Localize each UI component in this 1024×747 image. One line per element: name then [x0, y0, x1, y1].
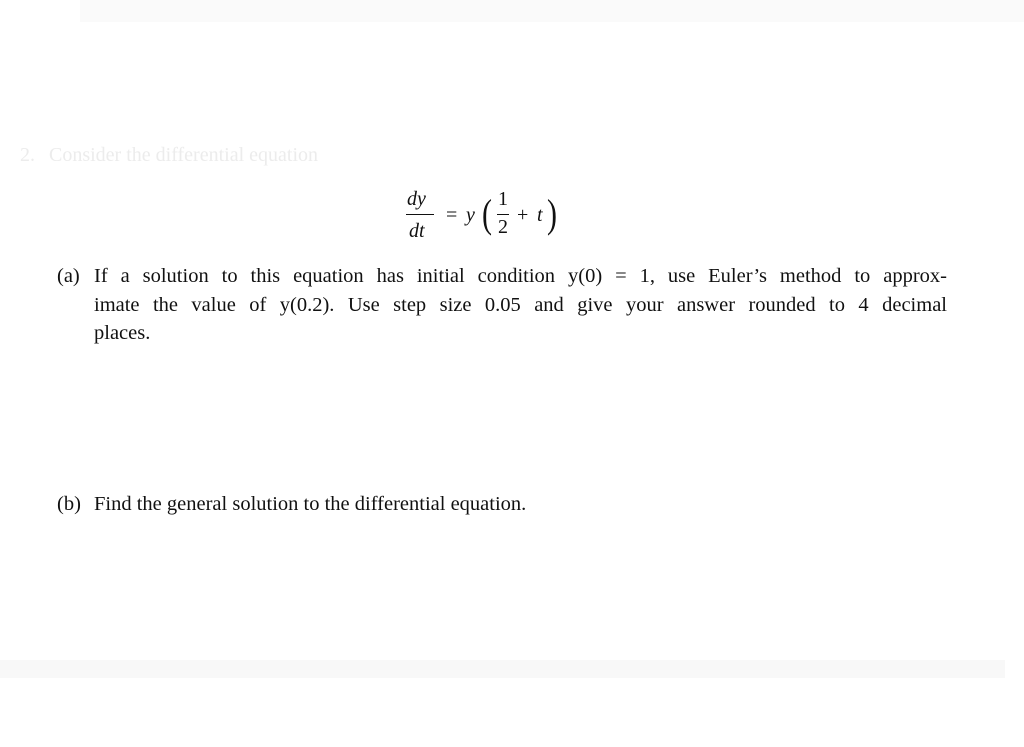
part-b [57, 490, 947, 519]
problem-intro [20, 144, 318, 167]
part-b-label: (b) [57, 493, 81, 515]
problem-intro-text: Consider the differential equation [49, 144, 318, 166]
plus-sign: + [517, 204, 529, 226]
derivative-fraction [406, 188, 434, 244]
problem-number: 2. [20, 144, 35, 166]
half-fraction-bar [497, 214, 509, 215]
top-shaded-band [80, 0, 1024, 22]
variable-t: t [537, 204, 543, 226]
half-denominator: 2 [498, 216, 508, 238]
half-numerator: 1 [498, 188, 508, 210]
part-b-line-1: Find the general solution to the differential equation. [94, 493, 527, 515]
part-a-line-3: places. [94, 322, 151, 344]
part-a [57, 262, 947, 348]
variable-y: y [466, 204, 475, 226]
part-a-line-1: If a solution to this equation has initial condition y(0) = 1, use Euler’s method to approx- [94, 265, 947, 287]
derivative-denominator: dt [409, 220, 425, 242]
part-a-text [94, 262, 947, 348]
right-parenthesis: ) [547, 191, 557, 236]
derivative-numerator: dy [407, 188, 426, 210]
equals-sign: = [446, 204, 458, 226]
part-a-label: (a) [57, 265, 80, 287]
part-b-text [94, 490, 947, 519]
left-parenthesis: ( [482, 191, 492, 236]
one-half-fraction [497, 188, 509, 244]
bottom-shaded-band [0, 660, 1005, 678]
part-a-line-2: imate the value of y(0.2). Use step size 0.05 and give your answer rounded to 4 decimal [94, 293, 947, 316]
fraction-bar [406, 214, 434, 215]
